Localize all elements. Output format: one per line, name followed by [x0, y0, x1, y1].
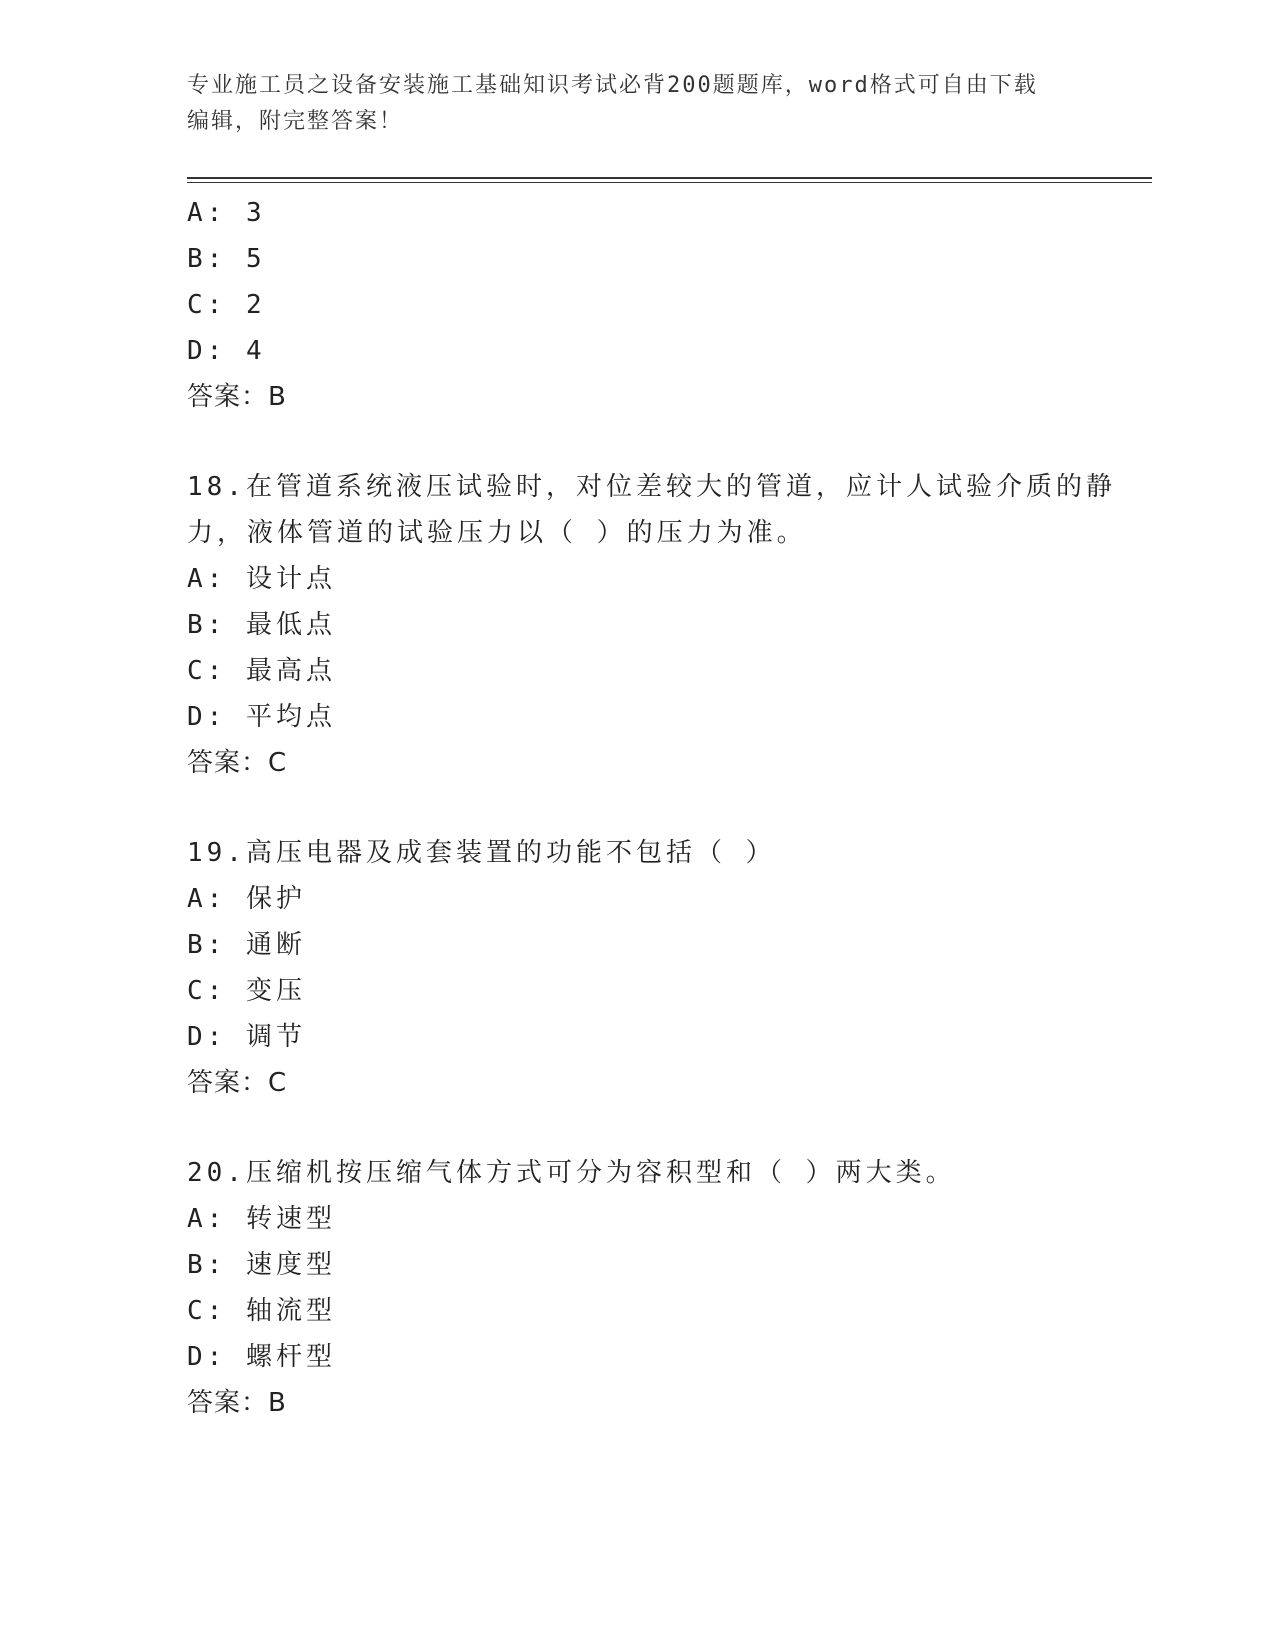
option-b: B: 通断	[187, 930, 306, 960]
question-stem: 18.在管道系统液压试验时，对位差较大的管道，应计人试验介质的静	[187, 472, 1116, 502]
answer: 答案：B	[187, 382, 287, 412]
question-17-partial	[187, 190, 1087, 420]
option-d: D: 4	[187, 336, 266, 366]
question-20	[187, 1150, 1087, 1426]
option-c: C: 最高点	[187, 656, 336, 686]
option-b: B: 5	[187, 244, 266, 274]
question-19	[187, 830, 1087, 1106]
document-header	[187, 68, 1067, 140]
option-c: C: 变压	[187, 976, 306, 1006]
spacer	[187, 1106, 1087, 1150]
option-a: A: 转速型	[187, 1204, 336, 1234]
spacer	[187, 786, 1087, 830]
header-rule-top	[187, 177, 1152, 179]
option-d: D: 平均点	[187, 702, 336, 732]
question-list	[187, 190, 1116, 1426]
header-rule-bottom	[187, 182, 1152, 183]
answer: 答案：B	[187, 1388, 287, 1418]
option-b: B: 速度型	[187, 1250, 336, 1280]
option-d: D: 调节	[187, 1022, 306, 1052]
option-a: A: 设计点	[187, 564, 336, 594]
option-a: A: 3	[187, 198, 266, 228]
option-d: D: 螺杆型	[187, 1342, 336, 1372]
option-b: B: 最低点	[187, 610, 336, 640]
option-c: C: 轴流型	[187, 1296, 336, 1326]
option-a: A: 保护	[187, 884, 306, 914]
header-title-line-2: 编辑，附完整答案！	[187, 109, 404, 134]
spacer	[187, 420, 1087, 464]
header-title-line-1: 专业施工员之设备安装施工基础知识考试必背200题题库，word格式可自由下载	[187, 73, 1038, 98]
answer: 答案：C	[187, 1068, 288, 1098]
question-stem: 20.压缩机按压缩气体方式可分为容积型和（ ）两大类。	[187, 1158, 956, 1188]
question-stem-continued: 力，液体管道的试验压力以（ ）的压力为准。	[187, 518, 807, 548]
question-stem: 19.高压电器及成套装置的功能不包括（ ）	[187, 838, 776, 868]
answer: 答案：C	[187, 748, 288, 778]
option-c: C: 2	[187, 290, 266, 320]
question-18	[187, 464, 1116, 786]
